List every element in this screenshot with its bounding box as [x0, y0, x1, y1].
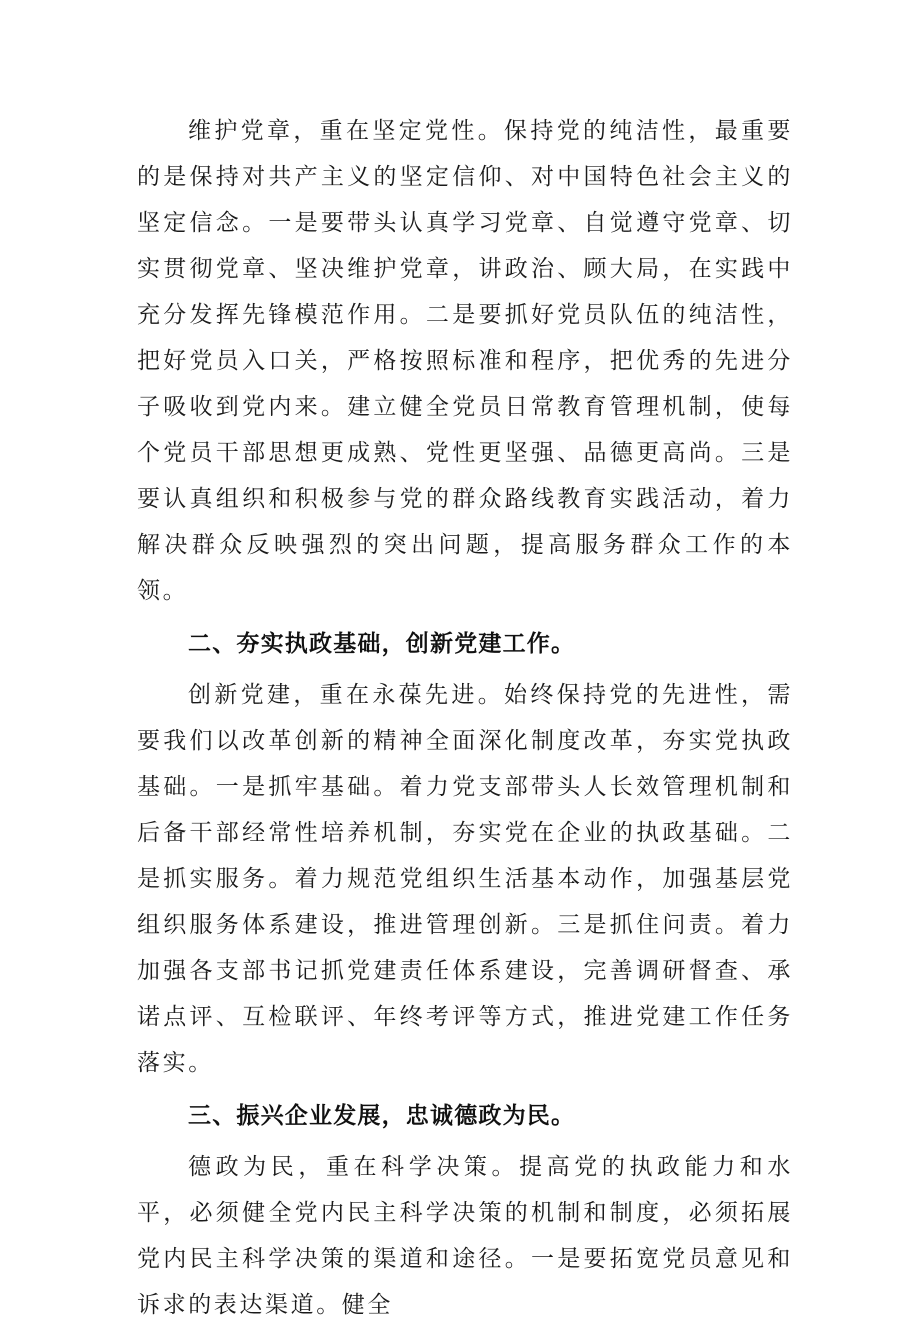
section-heading-2: 二、夯实执政基础，创新党建工作。 — [188, 631, 576, 657]
paragraph-party-constitution: 维护党章，重在坚定党性。保持党的纯洁性，最重要的是保持对共产主义的坚定信仰、对中国特色社会主义的坚定信念。一是要带头认真学习党章、自觉遵守党章、切实贯彻党章、坚决维护党章，讲政治、顾大局，在实践中充分发挥先锋模范作用。二是要抓好党员队伍的纯洁性，把好党员入口关，严格按照标准和程序，把优秀的先进分子吸收到党内来。建立健全党员日常教育管理机制，使每个党员干部思想更成熟、党性更坚强、品德更高尚。三是要认真组织和积极参与党的群众路线教育实践活动，着力解决群众反映强烈的突出问题，提高服务群众工作的本领。 — [137, 118, 793, 604]
paragraph-party-building: 创新党建，重在永葆先进。始终保持党的先进性，需要我们以改革创新的精神全面深化制度改革，夯实党执政基础。一是抓牢基础。着力党支部带头人长效管理机制和后备干部经常性培养机制，夯实党在企业的执政基础。二是抓实服务。着力规范党组织生活基本动作，加强基层党组织服务体系建设，推进管理创新。三是抓住问责。着力加强各支部书记抓党建责任体系建设，完善调研督查、承诺点评、互检联评、年终考评等方式，推进党建工作任务落实。 — [137, 682, 793, 1076]
document-body — [137, 108, 793, 1328]
paragraph-scientific-decision: 德政为民，重在科学决策。提高党的执政能力和水平，必须健全党内民主科学决策的机制和制度，必须拓展党内民主科学决策的渠道和途径。一是要拓宽党员意见和诉求的表达渠道。健全 — [137, 1154, 793, 1318]
section-heading-3: 三、振兴企业发展，忠诚德政为民。 — [188, 1103, 576, 1129]
